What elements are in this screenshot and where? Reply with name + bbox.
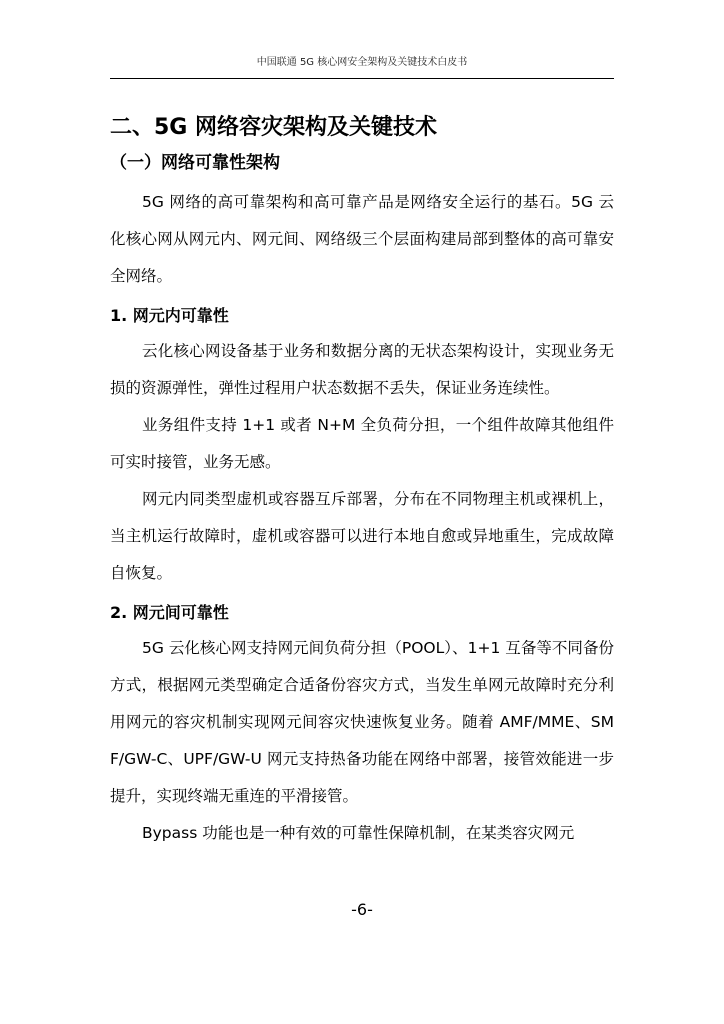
section-title: 二、5G 网络容灾架构及关键技术 (110, 115, 438, 140)
paragraph: 网元内同类型虚机或容器互斥部署，分布在不同物理主机或裸机上，当主机运行故障时，虚机或容器可以进行本地自愈或异地重生，完成故障自恢复。 (110, 490, 614, 582)
page-content (110, 112, 614, 852)
heading-ne-between: 2. 网元间可靠性 (110, 603, 229, 622)
heading-ne-internal: 1. 网元内可靠性 (110, 306, 229, 325)
header-rule (110, 78, 614, 79)
subsection-title: （一）网络可靠性架构 (110, 153, 280, 173)
intro-paragraph: 5G 网络的高可靠架构和高可靠产品是网络安全运行的基石。5G 云化核心网从网元内、网元间、网络级三个层面构建局部到整体的高可靠安全网络。 (110, 193, 614, 285)
paragraph: 云化核心网设备基于业务和数据分离的无状态架构设计，实现业务无损的资源弹性，弹性过程用户状态数据不丢失，保证业务连续性。 (110, 342, 614, 397)
paragraph: 5G 云化核心网支持网元间负荷分担（POOL）、1+1 互备等不同备份方式，根据网元类型确定合适备份容灾方式，当发生单网元故障时充分利用网元的容灾机制实现网元间容灾快速恢复业务。随着 AMF/MME、SMF/GW-C、UPF/GW-U 网元支持热备功能在网络中部署，接管效能进一步提升，实现终端无重连的平滑接管。 (110, 639, 614, 805)
page-number: -6- (351, 900, 373, 919)
paragraph: 业务组件支持 1+1 或者 N+M 全负荷分担，一个组件故障其他组件可实时接管，业务无感。 (110, 416, 614, 471)
running-header: 中国联通 5G 核心网安全架构及关键技术白皮书 (256, 57, 468, 68)
paragraph: Bypass 功能也是一种有效的可靠性保障机制，在某类容灾网元 (142, 824, 575, 842)
